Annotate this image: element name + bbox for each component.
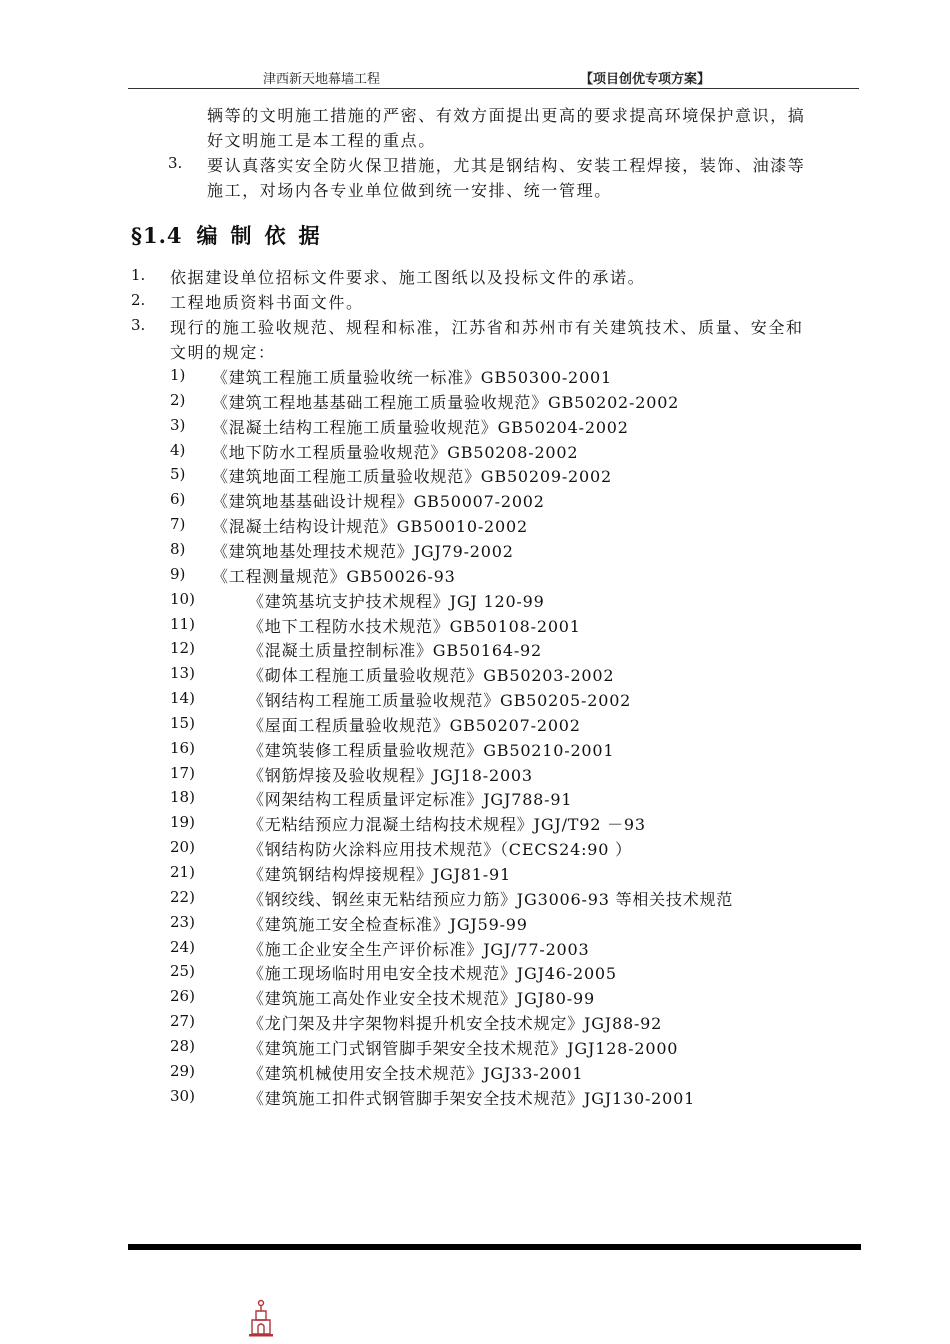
standard-item: 《建筑机械使用安全技术规范》JGJ33-2001 [248,1064,584,1083]
standard-item: 《龙门架及井字架物料提升机安全技术规定》JGJ88-92 [248,1014,663,1033]
standard-item: 《网架结构工程质量评定标准》JGJ788-91 [248,790,573,809]
standard-number: 24) [170,938,195,956]
basis-3-text: 现行的施工验收规范、规程和标准，江苏省和苏州市有关建筑技术、质量、安全和 [170,318,804,337]
section-heading [131,220,333,250]
intro-line-2: 好文明施工是本工程的重点。 [207,131,436,150]
standard-item: 《建筑施工安全检查标准》JGJ59-99 [248,915,528,934]
standard-item: 《混凝土质量控制标准》GB50164-92 [248,641,543,660]
standard-number: 16) [170,739,195,757]
standard-number: 23) [170,913,195,931]
intro-item-3-line-1: 要认真落实安全防火保卫措施，尤其是钢结构、安装工程焊接，装饰、油漆等 [207,156,806,175]
header-project-name: 津西新天地幕墙工程 [263,72,381,87]
standard-item: 《地下工程防水技术规范》GB50108-2001 [248,617,581,636]
standard-item: 《砌体工程施工质量验收规范》GB50203-2002 [248,666,615,685]
intro-item-3-number: 3. [168,154,183,172]
standard-number: 29) [170,1062,195,1080]
standard-number: 17) [170,764,195,782]
standard-item: 《建筑钢结构焊接规程》JGJ81-91 [248,865,511,884]
section-number: §1.4 [131,223,183,248]
standard-number: 6) [170,490,186,508]
standard-number: 18) [170,788,195,806]
standard-number: 7) [170,515,186,533]
basis-2-number: 2. [131,291,146,309]
basis-1-number: 1. [131,266,146,284]
standard-item: 《钢结构工程施工质量验收规范》GB50205-2002 [248,691,632,710]
standard-item: 《钢结构防火涂料应用技术规范》（CECS24:90 ） [248,840,632,859]
standard-item: 《建筑装修工程质量验收规范》GB50210-2001 [248,741,615,760]
standard-item: 《无粘结预应力混凝土结构技术规程》JGJ/T92 －93 [248,815,646,834]
standard-item: 《工程测量规范》GB50026-93 [212,567,456,586]
footer-rule [128,1244,861,1250]
basis-2-text: 工程地质资料书面文件。 [170,293,364,312]
standard-number: 3) [170,416,186,434]
header-rule [128,88,859,89]
standard-number: 9) [170,565,186,583]
standard-number: 28) [170,1037,195,1055]
standard-number: 4) [170,441,186,459]
standard-item: 《建筑工程施工质量验收统一标准》GB50300-2001 [212,368,612,387]
standard-item: 《钢绞线、钢丝束无粘结预应力筋》JG3006-93 等相关技术规范 [248,890,734,909]
intro-line-1: 辆等的文明施工措施的严密、有效方面提出更高的要求提高环境保护意识，搞 [207,106,806,125]
standard-number: 27) [170,1012,195,1030]
standard-item: 《混凝土结构工程施工质量验收规范》GB50204-2002 [212,418,629,437]
header-document-title: 【项目创优专项方案】 [580,72,711,87]
standard-number: 20) [170,838,195,856]
standard-number: 25) [170,962,195,980]
standard-number: 26) [170,987,195,1005]
standard-item: 《混凝土结构设计规范》GB50010-2002 [212,517,528,536]
standard-item: 《建筑地面工程施工质量验收规范》GB50209-2002 [212,467,612,486]
basis-3-text-continued: 文明的规定： [170,343,276,362]
standard-item: 《建筑工程地基基础工程施工质量验收规范》GB50202-2002 [212,393,680,412]
standard-number: 2) [170,391,186,409]
section-title: 编制依据 [196,223,333,248]
standard-number: 8) [170,540,186,558]
standard-item: 《建筑基坑支护技术规程》JGJ 120-99 [248,592,545,611]
standard-item: 《建筑施工扣件式钢管脚手架安全技术规范》JGJ130-2001 [248,1089,696,1108]
company-logo-icon [246,1298,276,1338]
standard-number: 11) [170,615,195,633]
basis-1-text: 依据建设单位招标文件要求、施工图纸以及投标文件的承诺。 [170,268,646,287]
standard-item: 《施工现场临时用电安全技术规范》JGJ46-2005 [248,964,617,983]
standard-number: 10) [170,590,195,608]
standard-item: 《建筑施工高处作业安全技术规范》JGJ80-99 [248,989,595,1008]
standard-item: 《屋面工程质量验收规范》GB50207-2002 [248,716,581,735]
standard-item: 《钢筋焊接及验收规程》JGJ18-2003 [248,766,533,785]
standard-number: 19) [170,813,195,831]
standard-number: 22) [170,888,195,906]
standard-number: 5) [170,465,186,483]
standard-item: 《建筑地基基础设计规程》GB50007-2002 [212,492,545,511]
standard-number: 30) [170,1087,195,1105]
standard-item: 《建筑地基处理技术规范》JGJ79-2002 [212,542,514,561]
standard-number: 15) [170,714,195,732]
standard-item: 《施工企业安全生产评价标准》JGJ/77-2003 [248,940,590,959]
standard-item: 《建筑施工门式钢管脚手架安全技术规范》JGJ128-2000 [248,1039,679,1058]
standard-number: 21) [170,863,195,881]
intro-item-3-line-2: 施工，对场内各专业单位做到统一安排、统一管理。 [207,181,612,200]
basis-3-number: 3. [131,316,146,334]
standard-item: 《地下防水工程质量验收规范》GB50208-2002 [212,443,579,462]
standard-number: 1) [170,366,186,384]
standard-number: 12) [170,639,195,657]
standard-number: 14) [170,689,195,707]
standard-number: 13) [170,664,195,682]
